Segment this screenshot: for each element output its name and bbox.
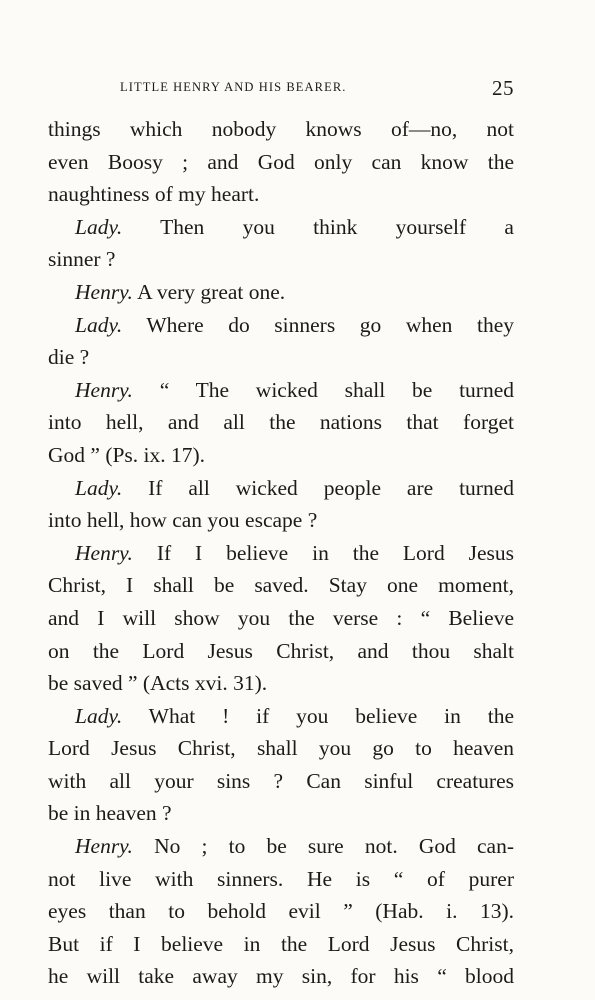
line-text: and I will show you the verse : “ Believe	[48, 605, 514, 630]
text-line	[48, 504, 514, 537]
text-line	[48, 602, 514, 635]
line-text: die ?	[48, 345, 90, 370]
text-line	[48, 797, 514, 830]
text-line	[48, 732, 514, 765]
line-text: into hell, how can you escape ?	[48, 508, 318, 533]
line-text: he will take away my sin, for his “ blood	[48, 964, 514, 989]
text-line	[48, 309, 514, 342]
text-line	[48, 211, 514, 244]
line-text: sinner ?	[48, 247, 116, 272]
text-line	[48, 667, 514, 700]
line-text: be in heaven ?	[48, 801, 172, 826]
line-text: eyes than to behold evil ” (Hab. i. 13).	[48, 899, 514, 924]
text-line	[48, 178, 514, 211]
text-line	[48, 569, 514, 602]
body-text	[48, 113, 514, 993]
speaker-name: Henry.	[75, 834, 133, 859]
speaker-name: Lady.	[75, 703, 123, 728]
line-text: Christ, I shall be saved. Stay one moment,	[48, 573, 514, 598]
line-text: “ The wicked shall be turned	[159, 377, 514, 402]
page-header	[48, 76, 514, 100]
text-line	[48, 635, 514, 668]
text-line	[48, 374, 514, 407]
line-text: Where do sinners go when they	[146, 312, 514, 337]
text-line	[48, 700, 514, 733]
speaker-name: Lady.	[75, 475, 123, 500]
line-text: Then you think yourself a	[160, 214, 514, 239]
text-line	[48, 830, 514, 863]
text-line	[48, 406, 514, 439]
line-text: on the Lord Jesus Christ, and thou shalt	[48, 638, 514, 663]
line-text: naughtiness of my heart.	[48, 182, 260, 207]
line-text: into hell, and all the nations that forget	[48, 410, 514, 435]
text-line	[48, 341, 514, 374]
text-line	[48, 960, 514, 993]
line-text: If all wicked people are turned	[148, 475, 515, 500]
line-text: A very great one.	[137, 279, 286, 304]
text-line	[48, 863, 514, 896]
line-text: No ; to be sure not. God can-	[154, 834, 514, 859]
line-text: not live with sinners. He is “ of purer	[48, 866, 514, 891]
page-number: 25	[492, 76, 514, 100]
text-line	[48, 146, 514, 179]
speaker-name: Henry.	[75, 377, 133, 402]
speaker-name: Lady.	[75, 312, 123, 337]
text-line	[48, 765, 514, 798]
text-line	[48, 439, 514, 472]
text-line	[48, 472, 514, 505]
line-text: with all your sins ? Can sinful creatures	[48, 768, 514, 793]
speaker-name: Henry.	[75, 279, 133, 304]
line-text: What ! if you believe in the	[148, 703, 514, 728]
speaker-name: Lady.	[75, 214, 123, 239]
speaker-name: Henry.	[75, 540, 133, 565]
text-line	[48, 243, 514, 276]
line-text: things which nobody knows of—no, not	[48, 117, 514, 141]
line-text: be saved ” (Acts xvi. 31).	[48, 671, 268, 696]
line-text: If I believe in the Lord Jesus	[156, 540, 514, 565]
line-text: Lord Jesus Christ, shall you go to heaven	[48, 736, 514, 761]
text-line	[48, 895, 514, 928]
text-line	[48, 928, 514, 961]
running-title: LITTLE HENRY AND HIS BEARER.	[120, 80, 347, 94]
text-line	[48, 113, 514, 146]
line-text: even Boosy ; and God only can know the	[48, 149, 514, 174]
line-text: God ” (Ps. ix. 17).	[48, 442, 206, 467]
text-line	[48, 537, 514, 570]
line-text: But if I believe in the Lord Jesus Christ,	[48, 931, 514, 956]
text-line	[48, 276, 514, 309]
